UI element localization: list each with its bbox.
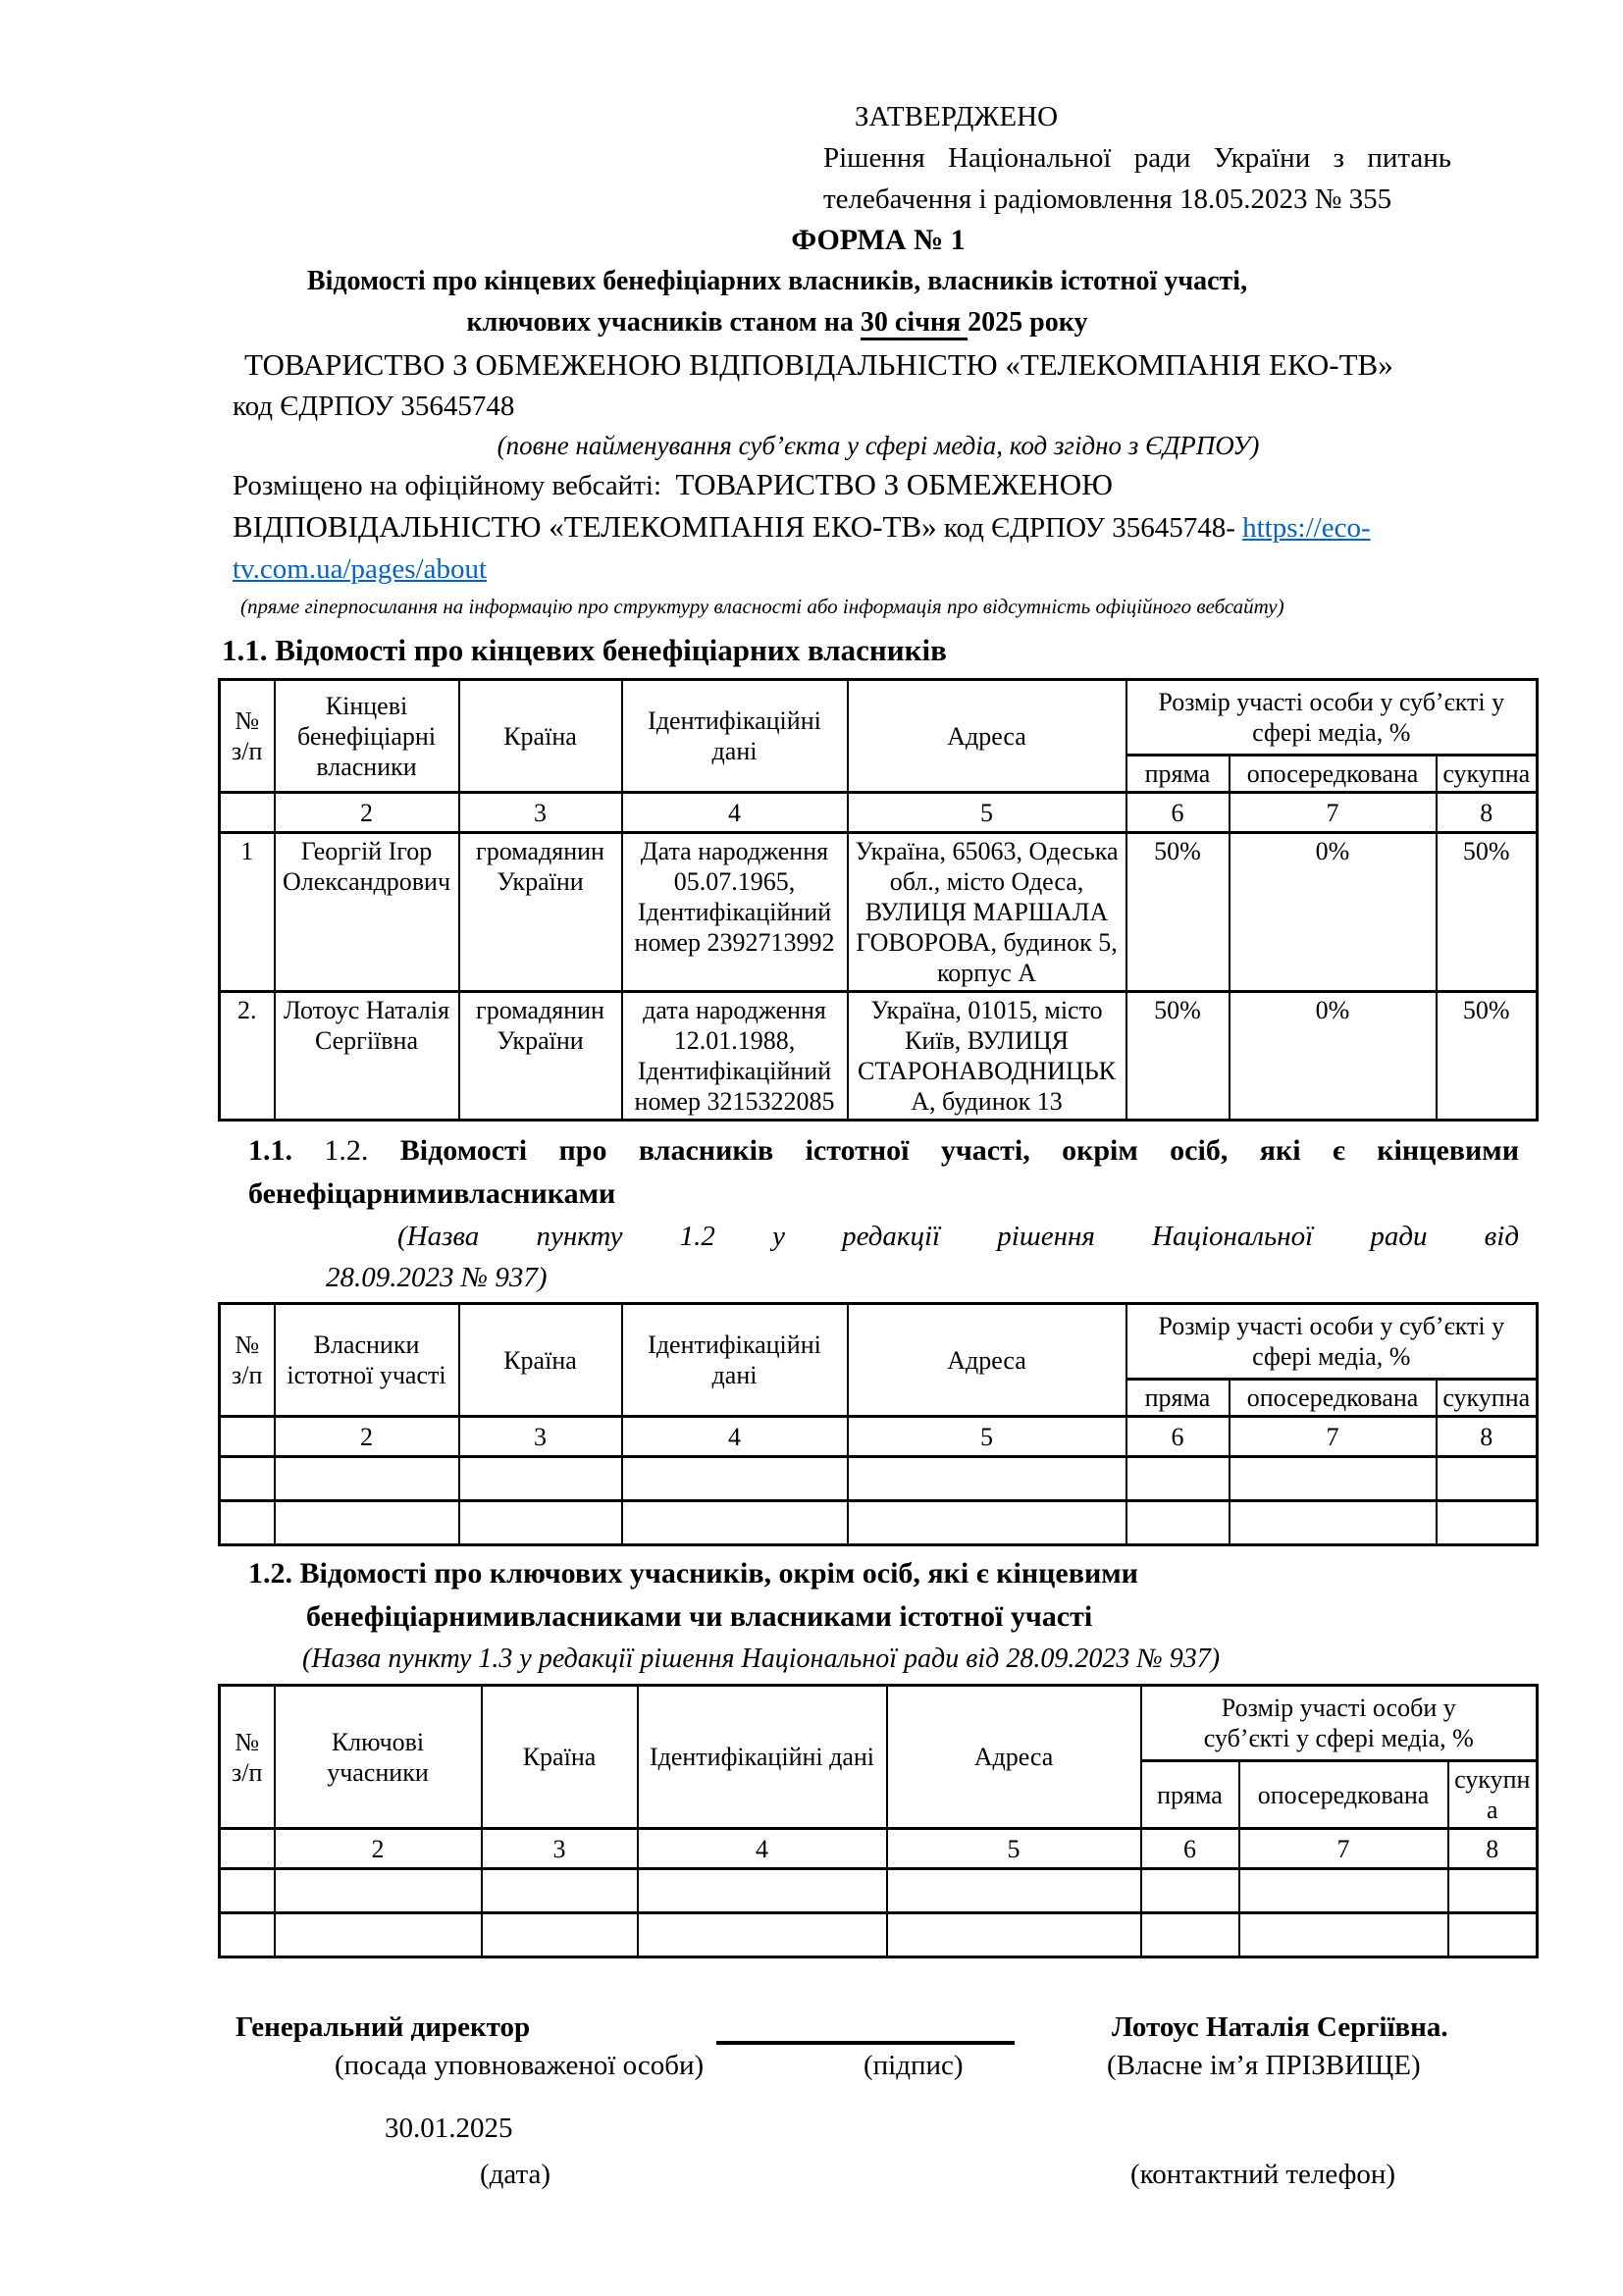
empty-table-row: [220, 1869, 1538, 1913]
sign-note: (підпис): [864, 2050, 964, 2081]
col-header-country: Країна: [459, 1304, 622, 1417]
cell-indirect: 0%: [1230, 833, 1437, 992]
col-header-share-group: Розмір участі особи у суб’єкті у сфері медіа, %: [1141, 1686, 1538, 1761]
cell-num: 2.: [220, 992, 275, 1121]
section-1-2-note: (Назва пункту 1.2 у редакції рішення Національної ради від 28.09.2023 № 937): [326, 1221, 1519, 1293]
col-header-num: № з/п: [220, 1304, 275, 1417]
col-header-indirect: опосередкована: [1230, 1380, 1437, 1417]
cell-person: Георгій Ігор Олександрович: [275, 833, 459, 992]
company-edrpou: код ЄДРПОУ 35645748: [233, 391, 515, 422]
section-1-3-title-line1: Відомості про ключових учасників, окрім осіб, які є кінцевими: [299, 1557, 1138, 1590]
col-header-num: № з/п: [220, 1686, 275, 1829]
column-numbers-row: 2 3 4 5 6 7 8: [220, 1417, 1538, 1457]
col-header-country: Країна: [482, 1686, 638, 1829]
cell-country: громадянин України: [459, 992, 622, 1121]
form-subtitle: [233, 261, 1322, 343]
approval-stamp: ЗАТВЕРДЖЕНО: [855, 101, 1059, 132]
section-1-1-title: Відомості про кінцевих бенефіціарних власників: [275, 633, 947, 667]
col-header-total: сукупна: [1437, 1380, 1538, 1417]
section-1-2-number-light: 1.2.: [324, 1134, 369, 1167]
col-header-share-group: Розмір участі особи у суб’єкті у сфері медіа, %: [1126, 1304, 1538, 1380]
table-header-row: [220, 1304, 1538, 1380]
section-1-3-heading: [248, 1552, 1519, 1680]
cell-id: дата народження 12.01.1988, Ідентифікаційний номер 3215322085: [622, 992, 848, 1121]
form-subtitle-line1: Відомості про кінцевих бенефіціарних власників, власників істотної участі,: [306, 266, 1248, 296]
section-1-3-note: (Назва пункту 1.3 у редакції рішення Національної ради від 28.09.2023 № 937): [302, 1644, 1221, 1674]
column-numbers-row: 2 3 4 5 6 7 8: [220, 1829, 1538, 1869]
cell-total: 50%: [1437, 992, 1538, 1121]
form-subtitle-line2: ключових учасників станом на 30 січня 2025 року: [233, 302, 1322, 343]
column-numbers-row: 2 3 4 5 6 7 8: [220, 793, 1538, 833]
report-date-underlined: 30 січня: [861, 307, 968, 340]
col-header-direct: пряма: [1126, 756, 1230, 793]
col-header-country: Країна: [459, 680, 622, 793]
empty-table-row: [220, 1913, 1538, 1957]
section-1-1-heading: [222, 631, 1623, 670]
col-header-indirect: опосередкована: [1239, 1761, 1448, 1829]
col-header-id: Ідентифікаційні дані: [622, 680, 848, 793]
website-edrpou: код ЄДРПОУ 35645748-: [943, 512, 1235, 544]
col-header-address: Адреса: [848, 680, 1126, 793]
website-note: (пряме гіперпосилання на інформацію про структуру власності або інформація про відсутність офіційного вебсайту): [240, 595, 1284, 618]
col-header-person: Власники істотної участі: [275, 1304, 459, 1417]
section-1-2-number-bold: 1.1.: [248, 1134, 292, 1167]
signature-line: [716, 2013, 1015, 2045]
section-1-3-number: 1.2.: [248, 1557, 292, 1590]
phone-note: (контактний телефон): [1130, 2159, 1396, 2190]
key-participants-table: [218, 1684, 1539, 1958]
website-link[interactable]: https://eco- tv.com.ua/pages/about: [233, 512, 1371, 585]
cell-direct: 50%: [1126, 833, 1230, 992]
company-name: ТОВАРИСТВО З ОБМЕЖЕНОЮ ВІДПОВІДАЛЬНІСТЮ «ТЕЛЕКОМПАНІЯ ЕКО-ТВ»: [244, 347, 1393, 382]
cell-indirect: 0%: [1230, 992, 1437, 1121]
table-header-row: [220, 680, 1538, 756]
cell-person: Лотоус Наталія Сергіївна: [275, 992, 459, 1121]
website-label: Розміщено на офіційному вебсайті:: [233, 470, 662, 501]
col-header-num: № з/п: [220, 680, 275, 793]
form-title: ФОРМА № 1: [791, 224, 966, 256]
section-1-1-number: 1.1.: [222, 633, 268, 667]
date-note: (дата): [480, 2159, 551, 2190]
table-row: [220, 992, 1538, 1121]
empty-table-row: [220, 1457, 1538, 1501]
col-header-person: Ключові учасники: [275, 1686, 482, 1829]
col-header-direct: пряма: [1126, 1380, 1230, 1417]
signature-date: 30.01.2025: [385, 2113, 513, 2144]
cell-total: 50%: [1437, 833, 1538, 992]
col-header-total: сукупна: [1437, 756, 1538, 793]
website-company-part1: ТОВАРИСТВО З ОБМЕЖЕНОЮ: [675, 467, 1113, 501]
cell-direct: 50%: [1126, 992, 1230, 1121]
section-1-3-title-line2: бенефіціарнимивласниками чи власниками істотної участі: [306, 1600, 1093, 1633]
cell-address: Україна, 01015, місто Київ, ВУЛИЦЯ СТАРОНАВОДНИЦЬКА, будинок 13: [848, 992, 1126, 1121]
company-name-note: (повне найменування суб’єкта у сфері медіа, код згідно з ЄДРПОУ): [497, 431, 1260, 460]
col-header-share-group: Розмір участі особи у суб’єкті у сфері медіа, %: [1126, 680, 1538, 756]
cell-address: Україна, 65063, Одеська обл., місто Одеса, ВУЛИЦЯ МАРШАЛА ГОВОРОВА, будинок 5, корпус А: [848, 833, 1126, 992]
col-header-address: Адреса: [887, 1686, 1141, 1829]
website-paragraph: [233, 464, 1547, 590]
cell-id: Дата народження 05.07.1965, Ідентифікаційний номер 2392713992: [622, 833, 848, 992]
cell-num: 1: [220, 833, 275, 992]
signatory-name: Лотоус Наталія Сергіївна.: [1112, 2011, 1448, 2043]
beneficial-owners-table: [218, 678, 1539, 1122]
col-header-person: Кінцеві бенефіціарні власники: [275, 680, 459, 793]
approval-decision-line2: телебачення і радіомовлення 18.05.2023 № 355: [823, 183, 1392, 215]
signatory-position: Генеральний директор: [236, 2011, 531, 2043]
approval-block: [823, 96, 1451, 220]
signature-block: [0, 2000, 1623, 2296]
website-company-part2: ВІДПОВІДАЛЬНІСТЮ «ТЕЛЕКОМПАНІЯ ЕКО-ТВ»: [233, 509, 937, 544]
empty-table-row: [220, 1501, 1538, 1545]
approval-decision-line1: Рішення Національної ради України з питань: [823, 142, 1451, 174]
cell-country: громадянин України: [459, 833, 622, 992]
name-note: (Власне ім’я ПРІЗВИЩЕ): [1107, 2050, 1421, 2081]
section-1-2-title-line1: Відомості про власників істотної участі, окрім осіб, які є кінцевими: [399, 1134, 1519, 1167]
section-1-2-title-line2: бенефіцарнимивласниками: [248, 1177, 616, 1210]
col-header-direct: пряма: [1141, 1761, 1239, 1829]
col-header-id: Ідентифікаційні дані: [638, 1686, 887, 1829]
table-header-row: [220, 1686, 1538, 1761]
col-header-total: сукупна: [1448, 1761, 1538, 1829]
position-note: (посада уповноваженої особи): [335, 2050, 705, 2081]
table-row: [220, 833, 1538, 992]
section-1-2-heading: [248, 1129, 1519, 1298]
col-header-id: Ідентифікаційні дані: [622, 1304, 848, 1417]
col-header-address: Адреса: [848, 1304, 1126, 1417]
significant-owners-table: [218, 1302, 1539, 1546]
col-header-indirect: опосередкована: [1230, 756, 1437, 793]
